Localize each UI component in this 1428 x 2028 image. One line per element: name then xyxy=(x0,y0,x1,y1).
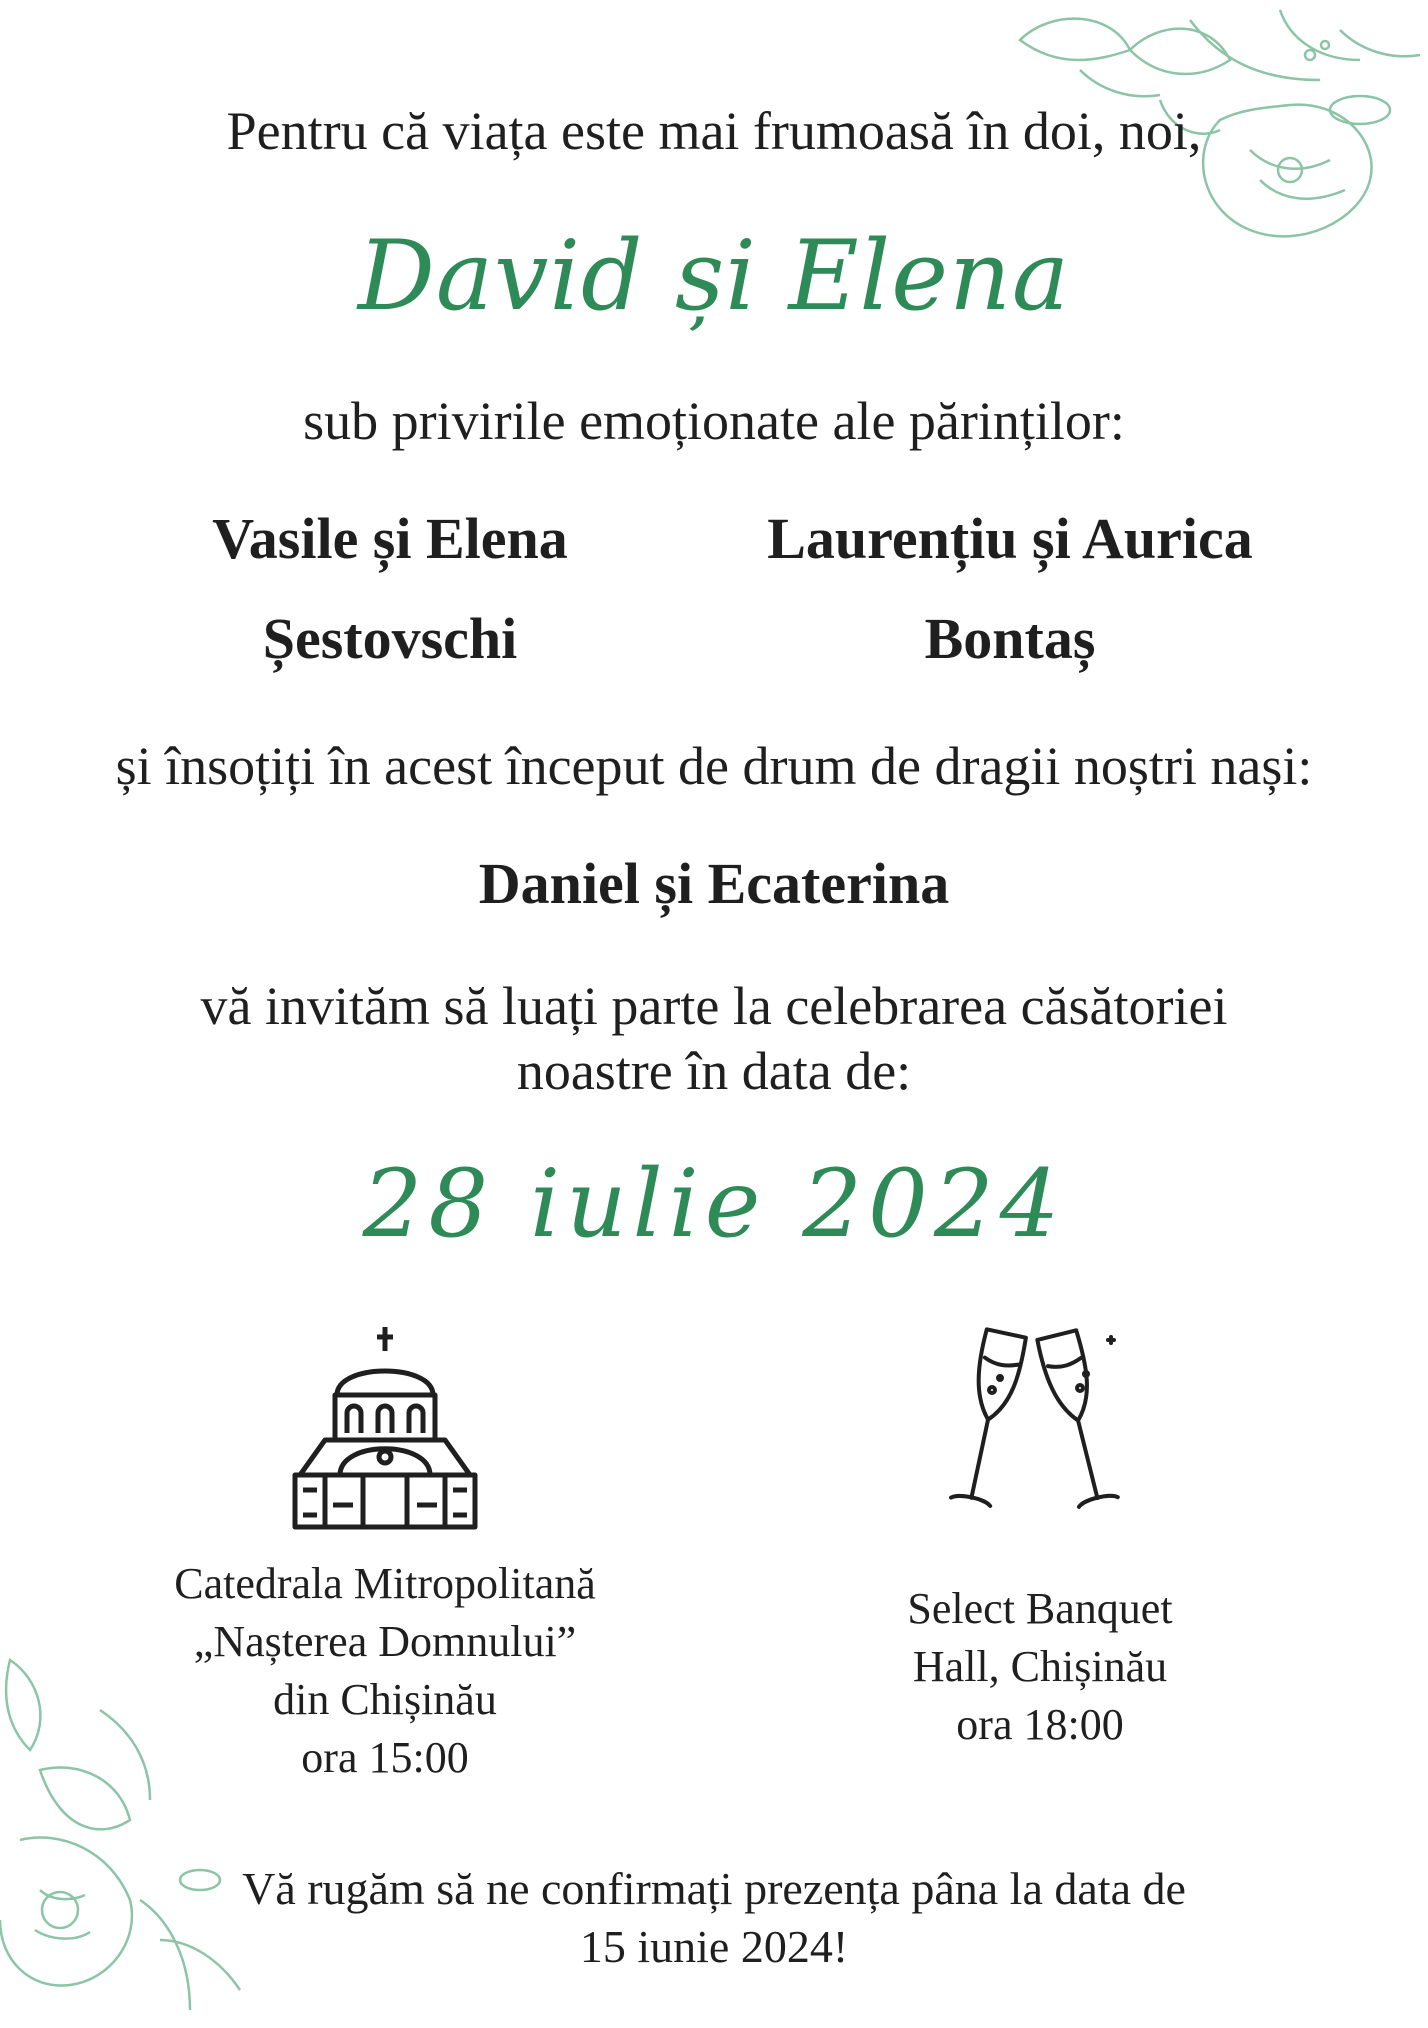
church-venue xyxy=(100,1555,670,1787)
invite-text-line2: noastre în data de: xyxy=(516,1041,912,1101)
parents-left xyxy=(140,505,640,672)
intro-text: Pentru că viața este mai frumoasă în doi, noi, xyxy=(226,101,1202,161)
parents-right-names: Laurențiu și Aurica xyxy=(767,506,1253,571)
rsvp-line1: Vă rugăm să ne confirmați prezența pâna la data de xyxy=(242,1863,1186,1914)
church-icon xyxy=(285,1325,485,1530)
parents-left-names: Vasile și Elena xyxy=(212,506,568,571)
banquet-time: ora 18:00 xyxy=(956,1700,1124,1749)
parents-left-surname: Șestovschi xyxy=(262,606,518,671)
banquet-venue-name: Select Banquet xyxy=(907,1584,1173,1633)
couple-names: David și Elena xyxy=(357,220,1071,332)
banquet-venue xyxy=(780,1580,1300,1754)
godparents-intro-text: și însoțiți în acest început de drum de dragii noștri nași: xyxy=(115,736,1313,796)
parents-right xyxy=(740,505,1280,672)
parents-intro-text: sub privirile emoționate ale părinților: xyxy=(303,391,1125,451)
church-time: ora 15:00 xyxy=(301,1733,469,1782)
church-venue-city: din Chișinău xyxy=(273,1675,497,1724)
church-venue-name: Catedrala Mitropolitană xyxy=(174,1559,596,1608)
parents-right-surname: Bontaș xyxy=(924,606,1096,671)
invite-text-line1: vă invităm să luați parte la celebrarea căsătoriei xyxy=(200,976,1228,1036)
rsvp-line2: 15 iunie 2024! xyxy=(579,1921,849,1972)
wedding-date: 28 iulie 2024 xyxy=(362,1150,1066,1259)
champagne-glasses-icon xyxy=(930,1320,1150,1540)
church-venue-dedication: „Nașterea Domnului” xyxy=(193,1617,577,1666)
banquet-venue-city: Hall, Chișinău xyxy=(912,1642,1168,1691)
godparents-names: Daniel și Ecaterina xyxy=(478,851,950,916)
